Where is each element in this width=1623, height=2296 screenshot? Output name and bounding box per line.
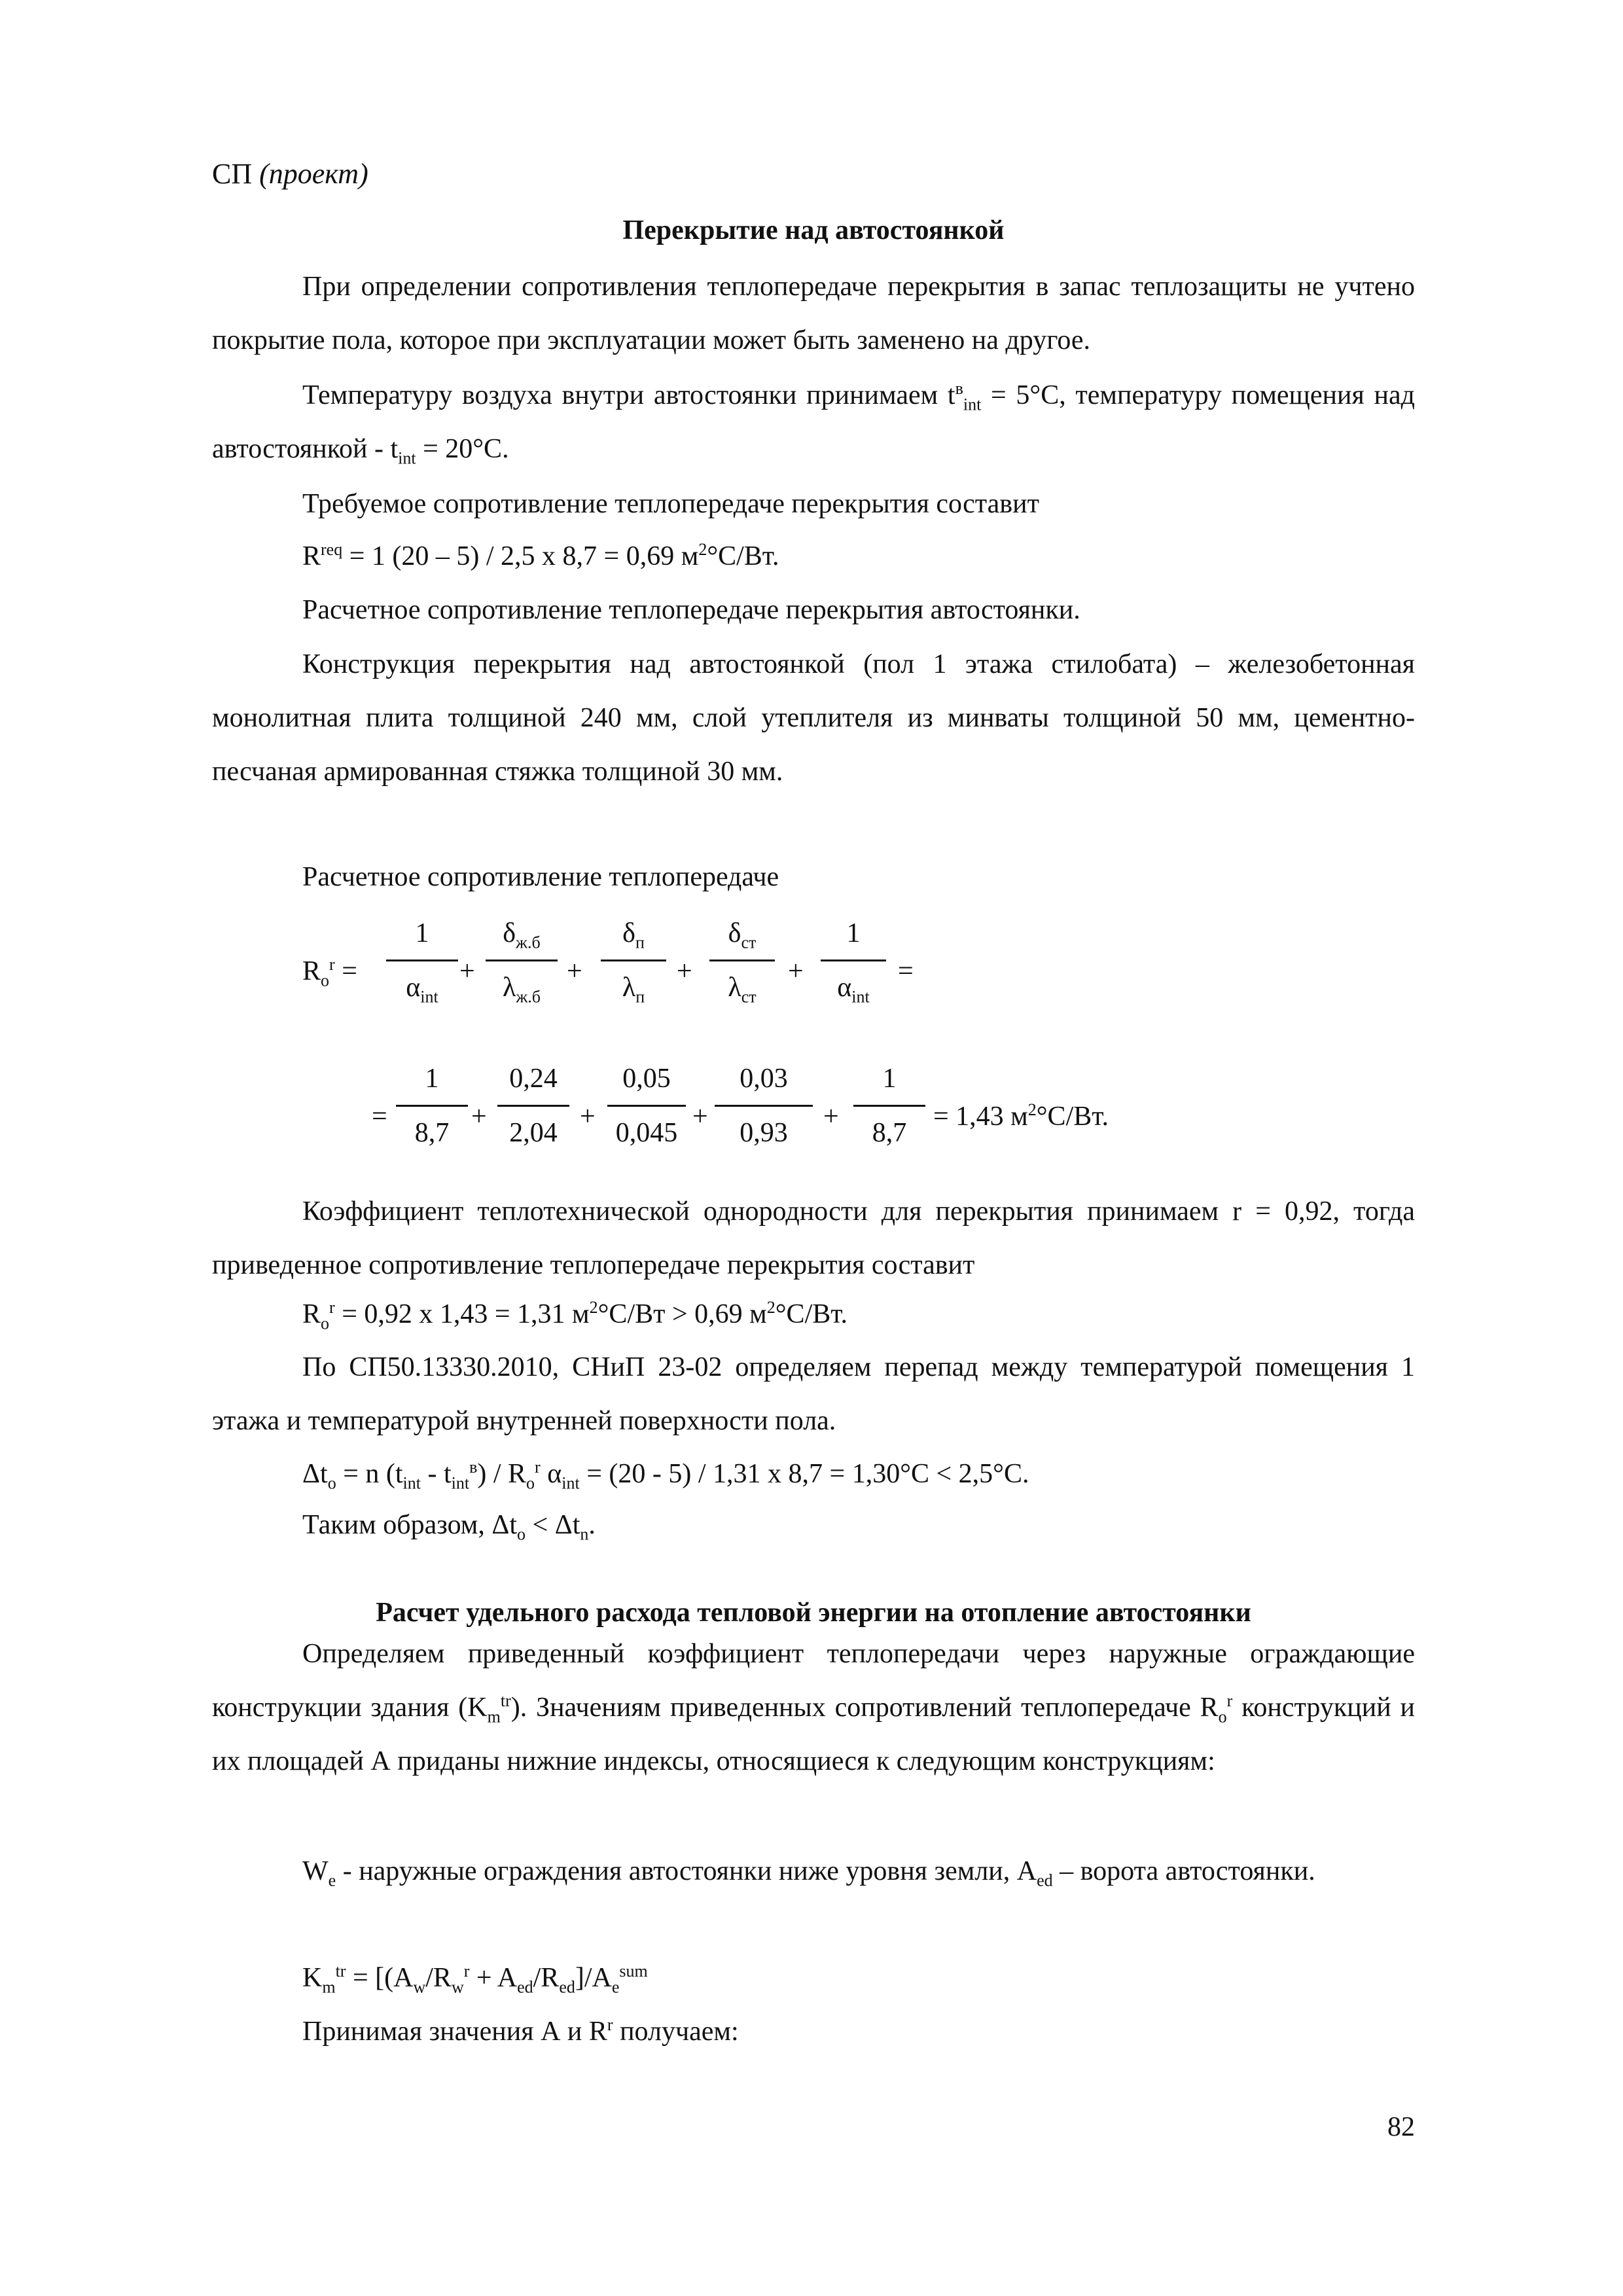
paragraph: Расчетное сопротивление теплопередаче перекрытия автостоянки. [302, 595, 1080, 625]
fraction: 0,05 0,045 [607, 1062, 686, 1150]
paragraph-construction: Конструкция перекрытия над автостоянкой (пол 1 этажа стилобата) – железобетонная монолитная плита толщиной 240 мм, слой утеплителя из минваты толщиной 50 мм, цементно-песчаная армированная стяжка толщиной 30 мм. [212, 649, 1415, 787]
fraction: 0,24 2,04 [497, 1062, 569, 1150]
paragraph: Принимая значения А и $R^r$ получаем: [302, 2015, 739, 2047]
header-draft: (проект) [259, 158, 368, 190]
running-header [212, 157, 368, 190]
formula-temperature-difference: $\Delta t_o = n$ $(t_{int} - t_{int}^в) / R_o^r$ $\alpha_{int} = (20 - 5) / 1,31$ х 8,7 = 1,30°С < 2,5°С. [302, 1458, 1029, 1493]
fraction: 1 8,7 [853, 1062, 925, 1150]
fraction: $\delta_{ст}$ $\lambda_{ст}$ [709, 916, 775, 1005]
paragraph-coefficient: Определяем приведенный коэффициент теплопередачи через наружные ограждающие конструкции здания $(K_m^{tr})$. Значениям приведенных сопротивлений теплопередаче $R_o^r$ конструкций и их площадей А приданы нижние индексы, относящиеся к следующим конструкциям: [212, 1639, 1415, 1776]
fraction: 1 $\alpha_{int}$ [821, 916, 886, 1005]
formula-required-resistance: $R^{req} = 1$ (20 – 5) / 2,5 х 8,7 = 0,69 $м^2^\circ С/Вт$. [302, 540, 779, 571]
conclusion-line: Таким образом, $\Delta t_o < \Delta t_n$. [302, 1510, 596, 1544]
section-title: Расчет удельного расхода тепловой энергии на отопление автостоянки [376, 1598, 1251, 1628]
formula-lhs: $R_o^r$ = [302, 955, 357, 990]
paragraph-uniformity: Коэффициент теплотехнической однородности для перекрытия принимаем r = 0,92, тогда приведенное сопротивление теплопередаче перекрытия составит [212, 1196, 1415, 1280]
fraction: $\delta_п$ $\lambda_п$ [601, 916, 666, 1005]
fraction: 1 $\alpha_{int}$ [386, 916, 458, 1005]
paragraph: Требуемое сопротивление теплопередаче перекрытия составит [302, 489, 1039, 519]
paragraph-temperatures: Температуру воздуха внутри автостоянки принимаем $t^в_{int} = 5^\circ С$, температуру помещения над автостоянкой - $t_{int} = 20^\circ С$. [212, 379, 1415, 468]
page-number: 82 [1387, 2112, 1415, 2142]
paragraph: Расчетное сопротивление теплопередаче [302, 862, 779, 892]
document-page: СП (проект) Перекрытие над автостоянкой При определении сопротивления теплопередаче перекрытия в запас теплозащиты не учтено покрытие пола, которое при эксплуатации может быть заменено на другое. Температуру воздуха внутри автостоянки принимаем $t^в_{int} = 5^\circ С$, температуру помещения над автостоянкой - $t_{int} = 20^\circ С$. Требуемое сопротивление теплопередаче перекрытия составит $R^{req} = 1$ (20 – 5) / 2,5 х 8,7 = 0,69 $м^2^\circ С/Вт$. Расчетное сопротивление теплопередаче перекрытия автостоянки. Конструкция перекрытия над автостоянкой (пол 1 этажа стилобата) – железобетонная монолитная плита толщиной 240 мм, слой утеплителя из минваты толщиной 50 мм, цементно-песчаная армированная стяжка толщиной 30 мм. Расчетное сопротивление теплопередаче $R_o^r$ = 1 $\alpha_{int}$ + $\delta_{ж.б}$ $\lambda_{ж.б}$ + $\delta_п$ $\lambda_п$ + $\delta_{ст}$ $\lambda_{ст}$ + 1 $\alpha_{int}$ = = 1 8,7 + 0,24 2,04 + 0,05 0,045 + 0,03 0,93 + 1 8,7 = 1,43 $м^2^\circ С/Вт$. Коэффициент теплотехнической однородности для перекрытия принимаем r = 0,92, тогда приведенное сопротивление теплопередаче перекрытия составит $R_o^r = 0,92$ х 1,43 = 1,31 $м^2^\circ С/Вт > 0,69$ $м^2^\circ С/Вт$. По СП50.13330.2010, СНиП 23-02 определяем перепад между температурой помещения 1 этажа и температурой внутренней поверхности пола. $\Delta t_o = n$ $(t_{int} - t_{int}^в) / R_o^r$ $\alpha_{int} = (20 - 5) / 1,31$ х 8,7 = 1,30°С < 2,5°С. Таким образом, $\Delta t_o < \Delta t_n$. Расчет удельного расхода тепловой энергии на отопление автостоянки Определяем приведенный коэффициент теплопередачи через наружные ограждающие конструкции здания $(K_m^{tr})$. Значениям приведенных сопротивлений теплопередаче $R_o^r$ конструкций и их площадей А приданы нижние индексы, относящиеся к следующим конструкциям: $W_e$ - наружные ограждения автостоянки ниже уровня земли, $A_{ed}$ – ворота автостоянки. $K_m^{tr} = [(A_w/R_w^r + A_{ed}/R_{ed}]/A_e^{sum}$ Принимая значения А и $R^r$ получаем: 82 [212, 158, 1415, 2142]
paragraph-norms: По СП50.13330.2010, СНиП 23-02 определяем перепад между температурой помещения 1 этажа и температурой внутренней поверхности пола. [212, 1352, 1415, 1436]
header-code: СП [212, 158, 253, 190]
paragraph: При определении сопротивления теплопередаче перекрытия в запас теплозащиты не учтено покрытие пола, которое при эксплуатации может быть заменено на другое. [212, 272, 1415, 355]
formula-reduced-resistance: $R_o^r = 0,92$ х 1,43 = 1,31 $м^2^\circ С/Вт > 0,69$ $м^2^\circ С/Вт$. [302, 1298, 847, 1333]
formula-km: $K_m^{tr} = [(A_w/R_w^r + A_{ed}/R_{ed}]/A_e^{sum}$ [302, 1962, 648, 1997]
fraction: 0,03 0,93 [715, 1062, 813, 1150]
formula-result: = 1,43 $м^2^\circ С/Вт$. [933, 1100, 1109, 1132]
paragraph-indices: $W_e$ - наружные ограждения автостоянки ниже уровня земли, $A_{ed}$ – ворота автостоянки. [302, 1856, 1315, 1890]
fraction: $\delta_{ж.б}$ $\lambda_{ж.б}$ [486, 916, 558, 1005]
section-title: Перекрытие над автостоянкой [622, 215, 1005, 245]
fraction: 1 8,7 [396, 1062, 468, 1150]
